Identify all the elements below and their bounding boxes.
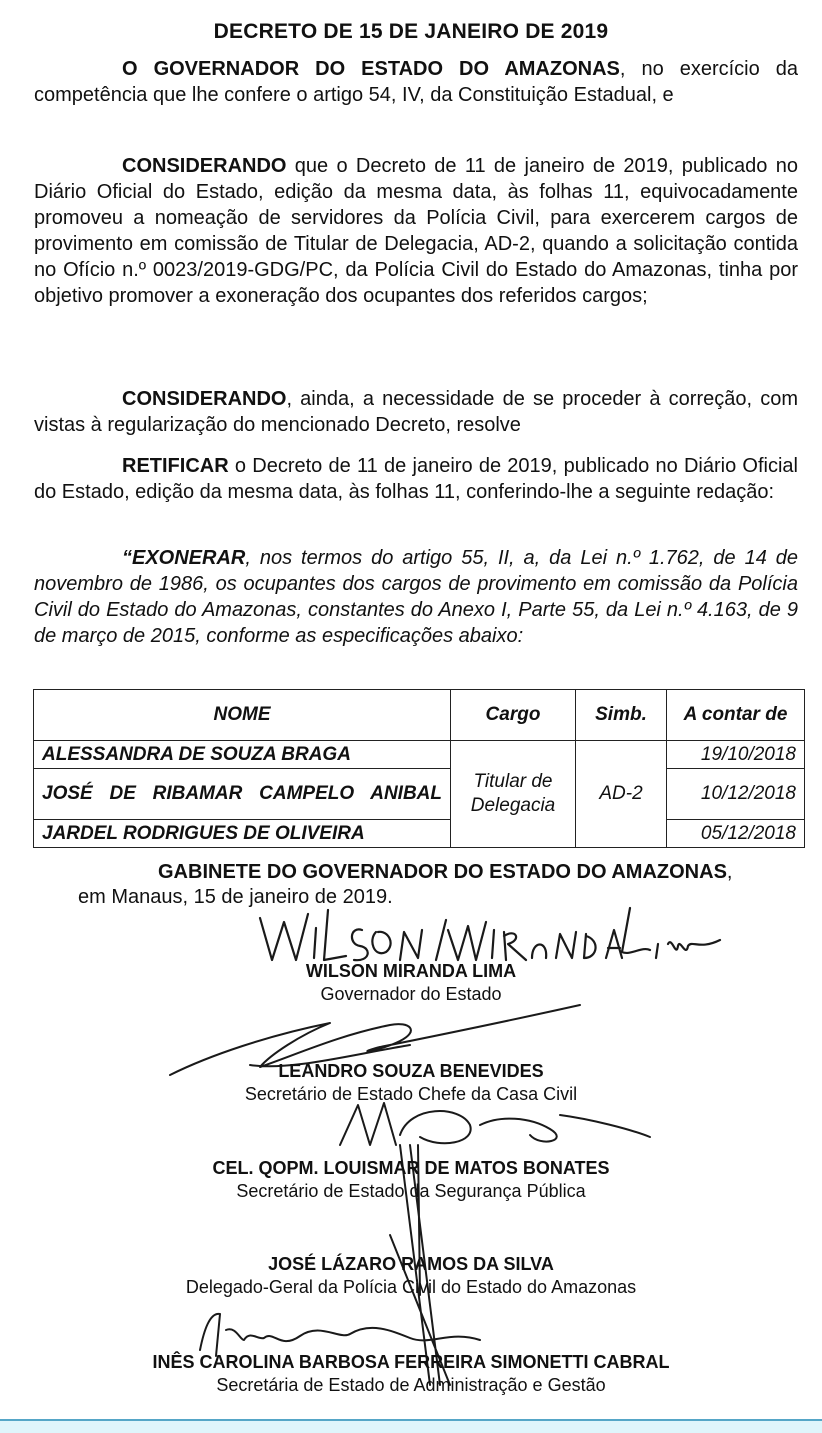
row-name: JOSÉ DE RIBAMAR CAMPELO ANIBAL <box>34 769 451 820</box>
intro-text: , no exercício da competência que lhe confere o artigo 54, IV, da Constituição Estadual, e <box>34 58 798 106</box>
intro-bold: O GOVERNADOR DO ESTADO DO AMAZONAS <box>122 58 620 80</box>
exonerar-bold: “EXONERAR <box>122 547 246 569</box>
row-date: 05/12/2018 <box>667 820 805 848</box>
considerando-1-text: que o Decreto de 11 de janeiro de 2019, publicado no Diário Oficial do Estado, edição da mesma data, às folhas 11, equivocadamente promoveu a nomeação de servidores da Polícia Civil, para exercerem cargos de provimento em comissão de Titular de Delegacia, AD-2, quando a solicitação contida no Ofício n.º 0023/2019-GDG/PC, da Polícia Civil do Estado do Amazonas, tinha por objetivo promover a exoneração dos ocupantes dos referidos cargos; <box>34 155 798 307</box>
signatory-name: WILSON MIRANDA LIMA <box>305 961 517 981</box>
signatory-name: CEL. QOPM. LOUISMAR DE MATOS BONATES <box>212 1158 610 1178</box>
considerando-1-bold: CONSIDERANDO <box>122 155 287 177</box>
exoneration-table <box>33 689 805 848</box>
signature-block-administration <box>0 1351 822 1397</box>
signature-block-security <box>0 1157 822 1203</box>
decree-title: DECRETO DE 15 DE JANEIRO DE 2019 <box>213 20 609 43</box>
closing-text: , em Manaus, 15 de janeiro de 2019. <box>78 861 733 908</box>
considerando-2-bold: CONSIDERANDO <box>122 388 287 410</box>
row-name: ALESSANDRA DE SOUZA BRAGA <box>34 741 451 769</box>
signatory-name: INÊS CAROLINA BARBOSA FERREIRA SIMONETTI CABRAL <box>152 1352 670 1372</box>
signatory-role: Governador do Estado <box>320 984 502 1004</box>
considerando-paragraph-1 <box>34 153 798 309</box>
simb-cell: AD-2 <box>576 741 667 848</box>
header-cargo: Cargo <box>451 690 576 741</box>
exonerar-text: , nos termos do artigo 55, II, a, da Lei n.º 1.762, de 14 de novembro de 1986, os ocupantes dos cargos de provimento em comissão da Polícia Civil do Estado do Amazonas, constantes do Anexo I, Parte 55, da Lei n.º 4.163, de 9 de março de 2015, conforme as especificações abaixo: <box>34 547 798 647</box>
signatory-name: JOSÉ LÁZARO RAMOS DA SILVA <box>268 1254 554 1274</box>
considerando-paragraph-2 <box>34 386 798 438</box>
exonerar-paragraph <box>34 545 798 649</box>
row-date: 19/10/2018 <box>667 741 805 769</box>
closing-bold: GABINETE DO GOVERNADOR DO ESTADO DO AMAZONAS <box>158 861 727 883</box>
signatory-role: Secretário de Estado Chefe da Casa Civil <box>244 1084 578 1104</box>
row-name: JARDEL RODRIGUES DE OLIVEIRA <box>34 820 451 848</box>
signature-block-casa-civil <box>0 1060 822 1106</box>
header-simb: Simb. <box>576 690 667 741</box>
considerando-2-text: , ainda, a necessidade de se proceder à correção, com vistas à regularização do mencionado Decreto, resolve <box>34 388 798 436</box>
header-nome: NOME <box>34 690 451 741</box>
signature-block-police <box>0 1253 822 1299</box>
signatory-name: LEANDRO SOUZA BENEVIDES <box>278 1061 544 1081</box>
retificar-paragraph <box>34 453 798 505</box>
retificar-text: o Decreto de 11 de janeiro de 2019, publicado no Diário Oficial do Estado, edição da mesma data, às folhas 11, conferindo-lhe a seguinte redação: <box>34 455 798 503</box>
table-row <box>34 769 805 820</box>
header-a-contar-de: A contar de <box>667 690 805 741</box>
table-row <box>34 820 805 848</box>
signatory-role: Delegado-Geral da Polícia Civil do Estado do Amazonas <box>185 1277 637 1297</box>
retificar-bold: RETIFICAR <box>122 455 229 477</box>
cargo-cell: Titular de Delegacia <box>451 741 576 848</box>
signatory-role: Secretária de Estado de Administração e Gestão <box>216 1375 606 1395</box>
table-header-row <box>34 690 805 741</box>
signature-block-governor <box>0 960 822 1006</box>
signatory-role: Secretário de Estado da Segurança Pública <box>236 1181 586 1201</box>
intro-paragraph <box>34 56 798 108</box>
row-date: 10/12/2018 <box>667 769 805 820</box>
table-row <box>34 741 805 769</box>
